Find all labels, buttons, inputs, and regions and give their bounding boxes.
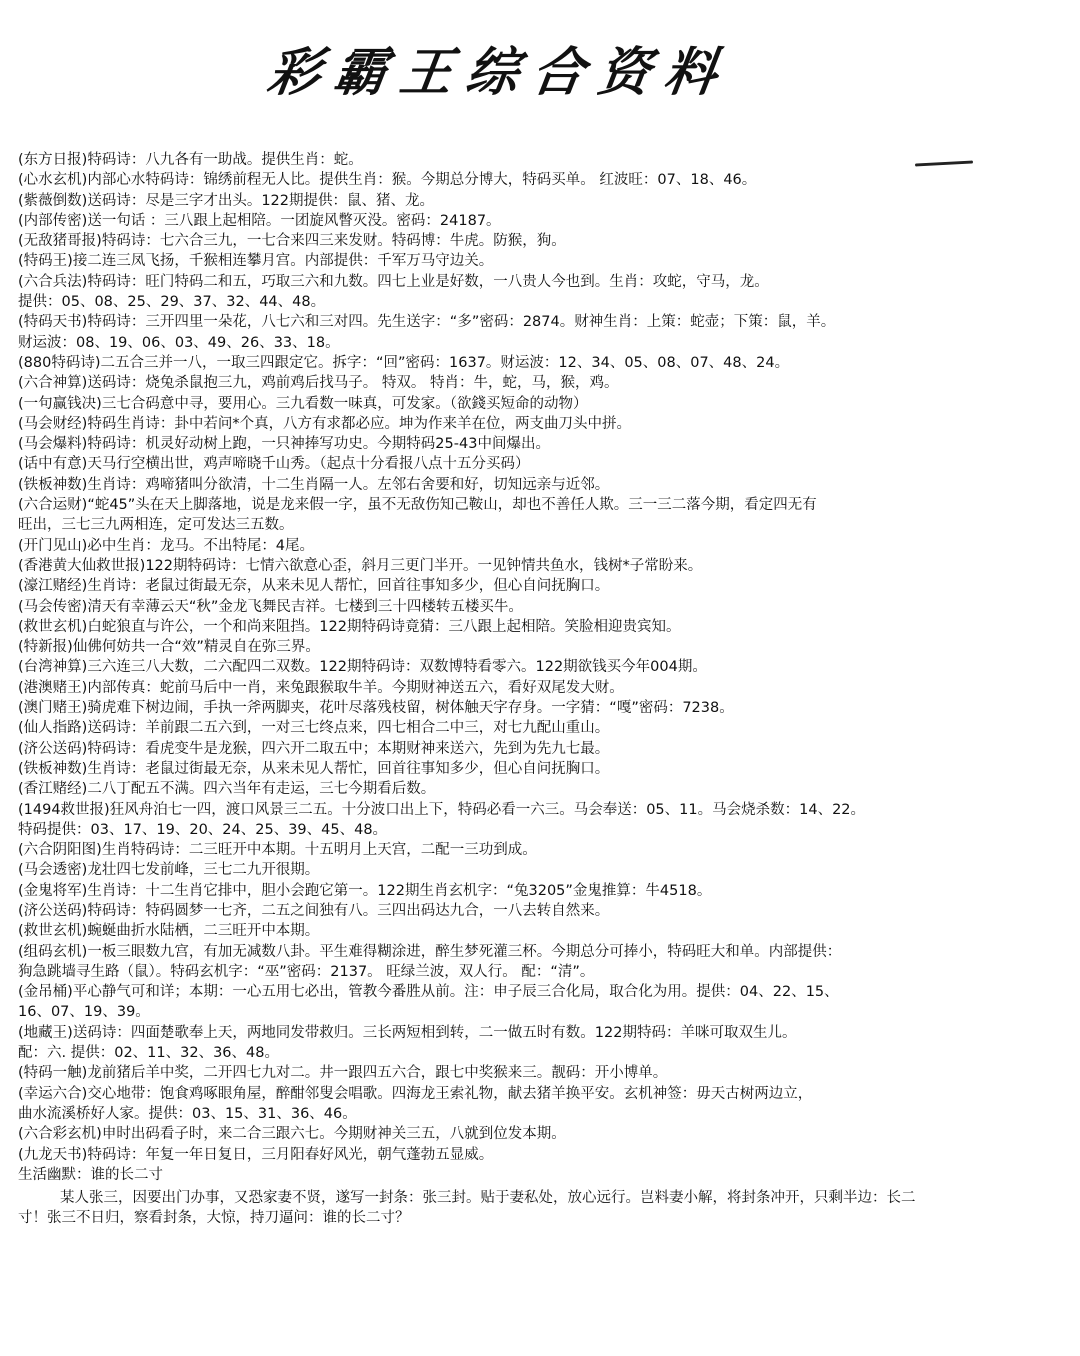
text-line: (台湾神算)三六连三八大数，二六配四二双数。122期特码诗：双数博特看零六。122期欲钱买今年004期。 (18, 659, 707, 676)
text-line: 财运波：08、19、06、03、49、26、33、18。 (18, 334, 340, 351)
text-line: (仙人指路)送码诗：羊前跟二五六到，一对三七终点来，四七相合二中三，对七九配山重山。 (18, 720, 610, 737)
text-line: (铁板神数)生肖诗：老鼠过街最无奈，从来未见人帮忙，回首往事知多少，但心自问抚胸口。 (18, 760, 610, 777)
text-line: (紫薇倒数)送码诗：尽是三字才出头。122期提供：鼠、猪、龙。 (18, 192, 434, 209)
text-line: 提供：05、08、25、29、37、32、44、48。 (18, 294, 326, 311)
text-line: 16、07、19、39。 (18, 1004, 150, 1021)
text-line: (地藏王)送码诗：四面楚歌奉上天，两地同发带救归。三长两短相到转，二一做五时有数。122期特码：羊咪可取双生儿。 (18, 1024, 797, 1041)
text-line: (六合神算)送码诗：烧兔杀鼠抱三九，鸡前鸡后找马子。 特双。 特肖：牛，蛇，马，猴，鸡。 (18, 375, 619, 392)
text-line: (金鬼将军)生肖诗：十二生肖它排中，胆小会跑它第一。122期生肖玄机字：“兔3205”金鬼推算：牛4518。 (18, 882, 712, 899)
text-line: (1494救世报)狂风舟泊七一四，渡口风景三二五。十分波口出上下，特码必看一六三。马会奉送：05、11。马会烧杀数：14、22。 (18, 801, 866, 818)
text-line: (六合彩玄机)申时出码看子时，来二合三跟六七。今期财神关三五，八就到位发本期。 (18, 1126, 566, 1143)
humor-paragraph (18, 1188, 1070, 1229)
text-line: (救世玄机)白蛇狼直与许公，一个和尚来阻挡。122期特码诗竟猜：三八跟上起相陪。笑脸相迎贵宾知。 (18, 618, 681, 635)
text-line: (东方日报)特码诗：八九各有一助战。提供生肖：蛇。 (18, 152, 363, 168)
text-line: (金吊桶)平心静气可和详；本期：一心五用七必出，管教今番胜从前。注：申子辰三合化局，取合化为用。提供：04、22、15、 (18, 984, 839, 1001)
text-line: 特码提供：03、17、19、20、24、25、39、45、48。 (18, 821, 388, 838)
text-line: (六合兵法)特码诗：旺门特码二和五，巧取三六和九数。四七上业是好数，一八贵人今也到。生肖：攻蛇，守马，龙。 (18, 273, 769, 290)
text-line: 曲水流溪桥好人家。提供：03、15、31、36、46。 (18, 1105, 357, 1122)
text-line: (特码天书)特码诗：三开四里一朵花，八七六和三对四。先生送字：“多”密码：2874。财神生肖：上策：蛇壶；下策：鼠，羊。 (18, 314, 836, 331)
text-line: (心水玄机)内部心水特码诗：锦绣前程无人比。提供生肖：猴。今期总分博大，特码买单。 红波旺：07、18、46。 (18, 172, 757, 189)
text-line: (六合运财)“蛇45”头在天上脚落地，说是龙来假一字，虽不无敌伤知己鞍山，却也不善任人欺。三一三二落今期，看定四无有 (18, 497, 817, 514)
text-line: (马会透密)龙壮四七发前峰，三七二九开很期。 (18, 862, 320, 879)
text-line: (组码玄机)一板三眼数九宫，有加无减数八卦。平生难得糊涂进，醉生梦死灌三杯。今期总分可捧小，特码旺大和单。内部提供： (18, 943, 842, 960)
text-line: (铁板神数)生肖诗：鸡啼猪叫分欲清，十二生肖隔一人。左邻右舍要和好，切知远亲与近邻。 (18, 476, 610, 493)
text-line: (一句赢钱决)三七合码意中寻，要用心。三九看数一味真，可发家。（欲錢买短命的动物） (18, 395, 588, 412)
text-line: (澳门赌王)骑虎难下树边闹，手执一斧两脚夹，花叶尽落残枝留，树体触天字存身。一字猜：“嘎”密码：7238。 (18, 700, 734, 717)
text-line: (内部传密)送一句话 ：三八跟上起相陪。一团旋风瞥灭没。密码：24187。 (18, 212, 501, 229)
text-line: (马会财经)特码生肖诗：卦中若问*个真，八方有求都必应。坤为作来羊在位，两支曲刀头中拼。 (18, 415, 632, 432)
humor-line: 某人张三，因要出门办事，又恐家妻不贤，遂写一封条：张三封。贴于妻私处，放心远行。岂料妻小解，将封条冲开，只剩半边：长二 (60, 1190, 916, 1207)
humor-line: 寸！张三不日归，察看封条，大惊，持刀逼问：谁的长二寸？ (18, 1210, 410, 1227)
text-line: (开门见山)必中生肖：龙马。不出特尾：4尾。 (18, 537, 315, 554)
text-line: 旺出，三七三九两相连，定可发达三五数。 (18, 517, 294, 534)
text-line: (九龙天书)特码诗：年复一年日复日，三月阳春好风光，朝气蓬勃五显威。 (18, 1146, 494, 1163)
text-line: (无敌猪哥报)特码诗：七六合三九，一七合来四三来发财。特码博：牛虎。防猴，狗。 (18, 233, 566, 250)
info-lines (18, 150, 1070, 1185)
text-line: (六合阴阳图)生肖特码诗：二三旺开中本期。十五明月上天宫，二配一三功到成。 (18, 842, 537, 859)
text-line: (济公送码)特码诗：特码圆梦一七齐，二五之间独有八。三四出码达九合，一八去转自然来。 (18, 902, 610, 919)
text-line: (880特码诗)二五合三并一八，一取三四跟定它。拆字：“回”密码：1637。财运波：12、34、05、08、07、48、24。 (18, 354, 790, 371)
text-line: (话中有意)天马行空横出世，鸡声啼晓千山秀。（起点十分看报八点十五分买码） (18, 456, 530, 473)
text-line: (马会爆料)特码诗：机灵好动树上跑，一只神捧写功史。今期特码25-43中间爆出。 (18, 436, 550, 453)
text-line: 配：六. 提供：02、11、32、36、48。 (18, 1045, 279, 1062)
text-line: (特码一触)龙前猪后羊中奖，二开四七九对二。井一跟四五六合，跟七中奖猴来三。靓码：开小博单。 (18, 1065, 668, 1082)
text-line: (济公送码)特码诗：看虎变牛是龙猴，四六开二取五中；本期财神来送六，先到为先九七最。 (18, 740, 610, 757)
text-line: (幸运六合)交心地带：饱食鸡啄眼角屋，醉酣邻叟会唱歌。四海龙王索礼物，献去猪羊换平安。玄机神签：毋天古树两边立， (18, 1085, 813, 1102)
text-line: (特新报)仙佛何妨共一合“效”精灵自在弥三界。 (18, 639, 320, 656)
text-line: (港澳赌王)内部传真：蛇前马后中一肖，来兔跟猴取牛羊。今期财神送五六，看好双尾发大财。 (18, 679, 624, 696)
text-line: 生活幽默：谁的长二寸 (18, 1166, 163, 1183)
text-line: (马会传密)清天有幸薄云天“秋”金龙飞舞民吉祥。七楼到三十四楼转五楼买牛。 (18, 598, 523, 615)
document-body (18, 150, 1070, 1229)
text-line: (香港黄大仙救世报)122期特码诗：七情六欲意心歪，斜月三更门半开。一见钟情共鱼水，钱树*子常盼来。 (18, 557, 703, 574)
text-line: 狗急跳墙寻生路（鼠）。特码玄机字：“巫”密码：2137。 旺绿兰波，双人行。 配：“清”。 (18, 963, 595, 980)
text-line: (特码王)接二连三凤飞扬，千猴相连攀月宫。内部提供：千军万马守边关。 (18, 253, 494, 270)
page-title: 彩霸王综合资料 (263, 42, 735, 103)
text-line: (濠江赌经)生肖诗：老鼠过街最无奈，从来未见人帮忙，回首往事知多少，但心自问抚胸口。 (18, 578, 610, 595)
text-line: (香江赌经)二八丁配五不满。四六当年有走运，三七今期看后数。 (18, 781, 436, 798)
text-line: (救世玄机)蜿蜒曲折水陆栖，二三旺开中本期。 (18, 923, 320, 940)
